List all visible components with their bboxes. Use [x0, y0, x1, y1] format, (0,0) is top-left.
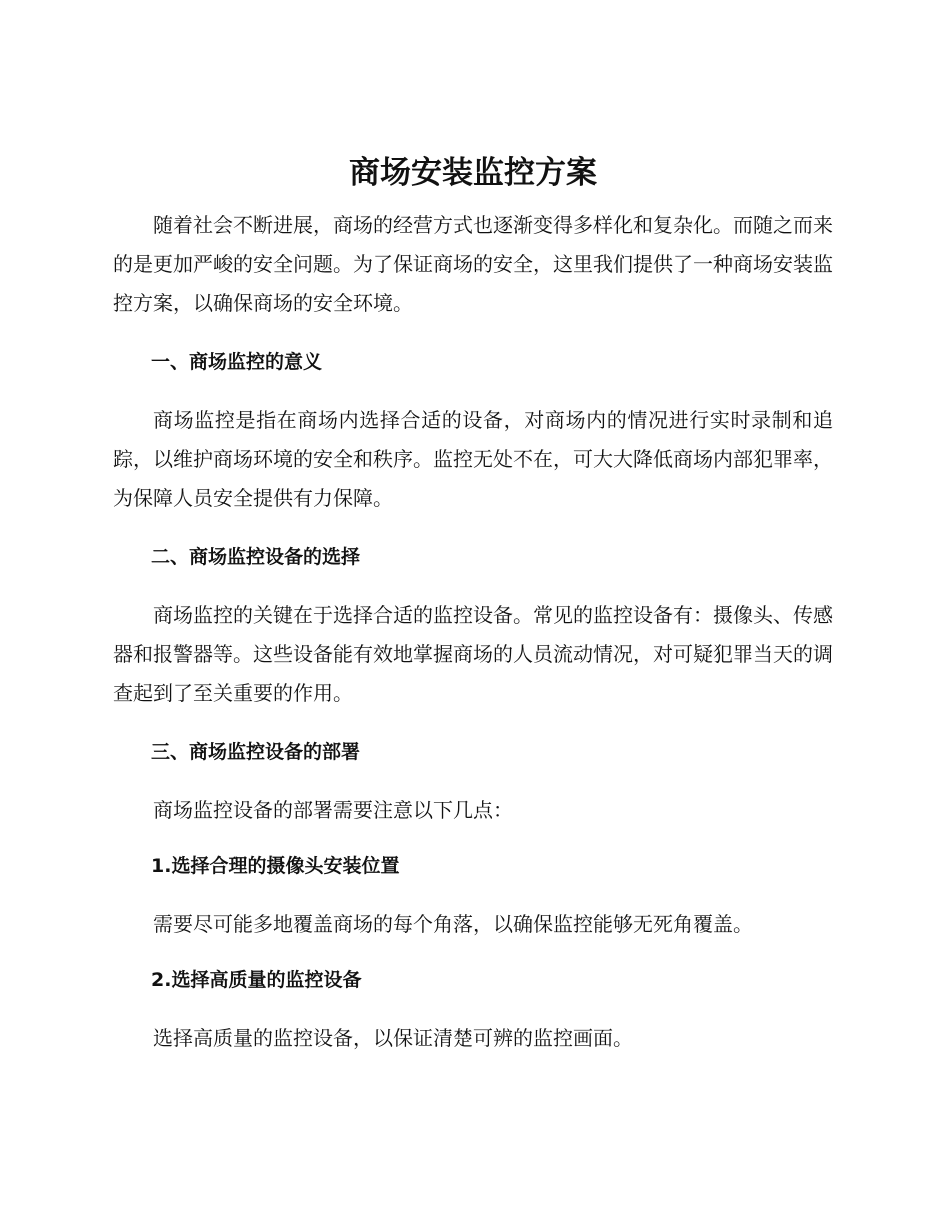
section-body-deployment: 商场监控设备的部署需要注意以下几点：	[153, 798, 513, 822]
point-heading-camera-position: 1.选择合理的摄像头安装位置	[151, 855, 400, 877]
point-body-quality-equipment: 选择高质量的监控设备，以保证清楚可辨的监控画面。	[153, 1026, 633, 1050]
section-heading-significance: 一、商场监控的意义	[151, 351, 323, 373]
document-title: 商场安装监控方案	[349, 155, 597, 191]
section-body-significance: 商场监控是指在商场内选择合适的设备，对商场内的情况进行实时录制和追踪，以维护商场环境的安全和秩序。监控无处不在，可大大降低商场内部犯罪率，为保障人员安全提供有力保障。	[113, 408, 833, 510]
point-heading-quality-equipment: 2.选择高质量的监控设备	[151, 969, 362, 991]
section-body-equipment-selection: 商场监控的关键在于选择合适的监控设备。常见的监控设备有：摄像头、传感器和报警器等。这些设备能有效地掌握商场的人员流动情况，对可疑犯罪当天的调查起到了至关重要的作用。	[113, 603, 833, 705]
section-heading-equipment-selection: 二、商场监控设备的选择	[151, 546, 361, 568]
document-page	[113, 150, 833, 1081]
intro-paragraph: 随着社会不断进展，商场的经营方式也逐渐变得多样化和复杂化。而随之而来的是更加严峻的安全问题。为了保证商场的安全，这里我们提供了一种商场安装监控方案，以确保商场的安全环境。	[113, 213, 833, 315]
point-body-camera-position: 需要尽可能多地覆盖商场的每个角落，以确保监控能够无死角覆盖。	[153, 912, 753, 936]
section-heading-deployment: 三、商场监控设备的部署	[151, 741, 361, 763]
